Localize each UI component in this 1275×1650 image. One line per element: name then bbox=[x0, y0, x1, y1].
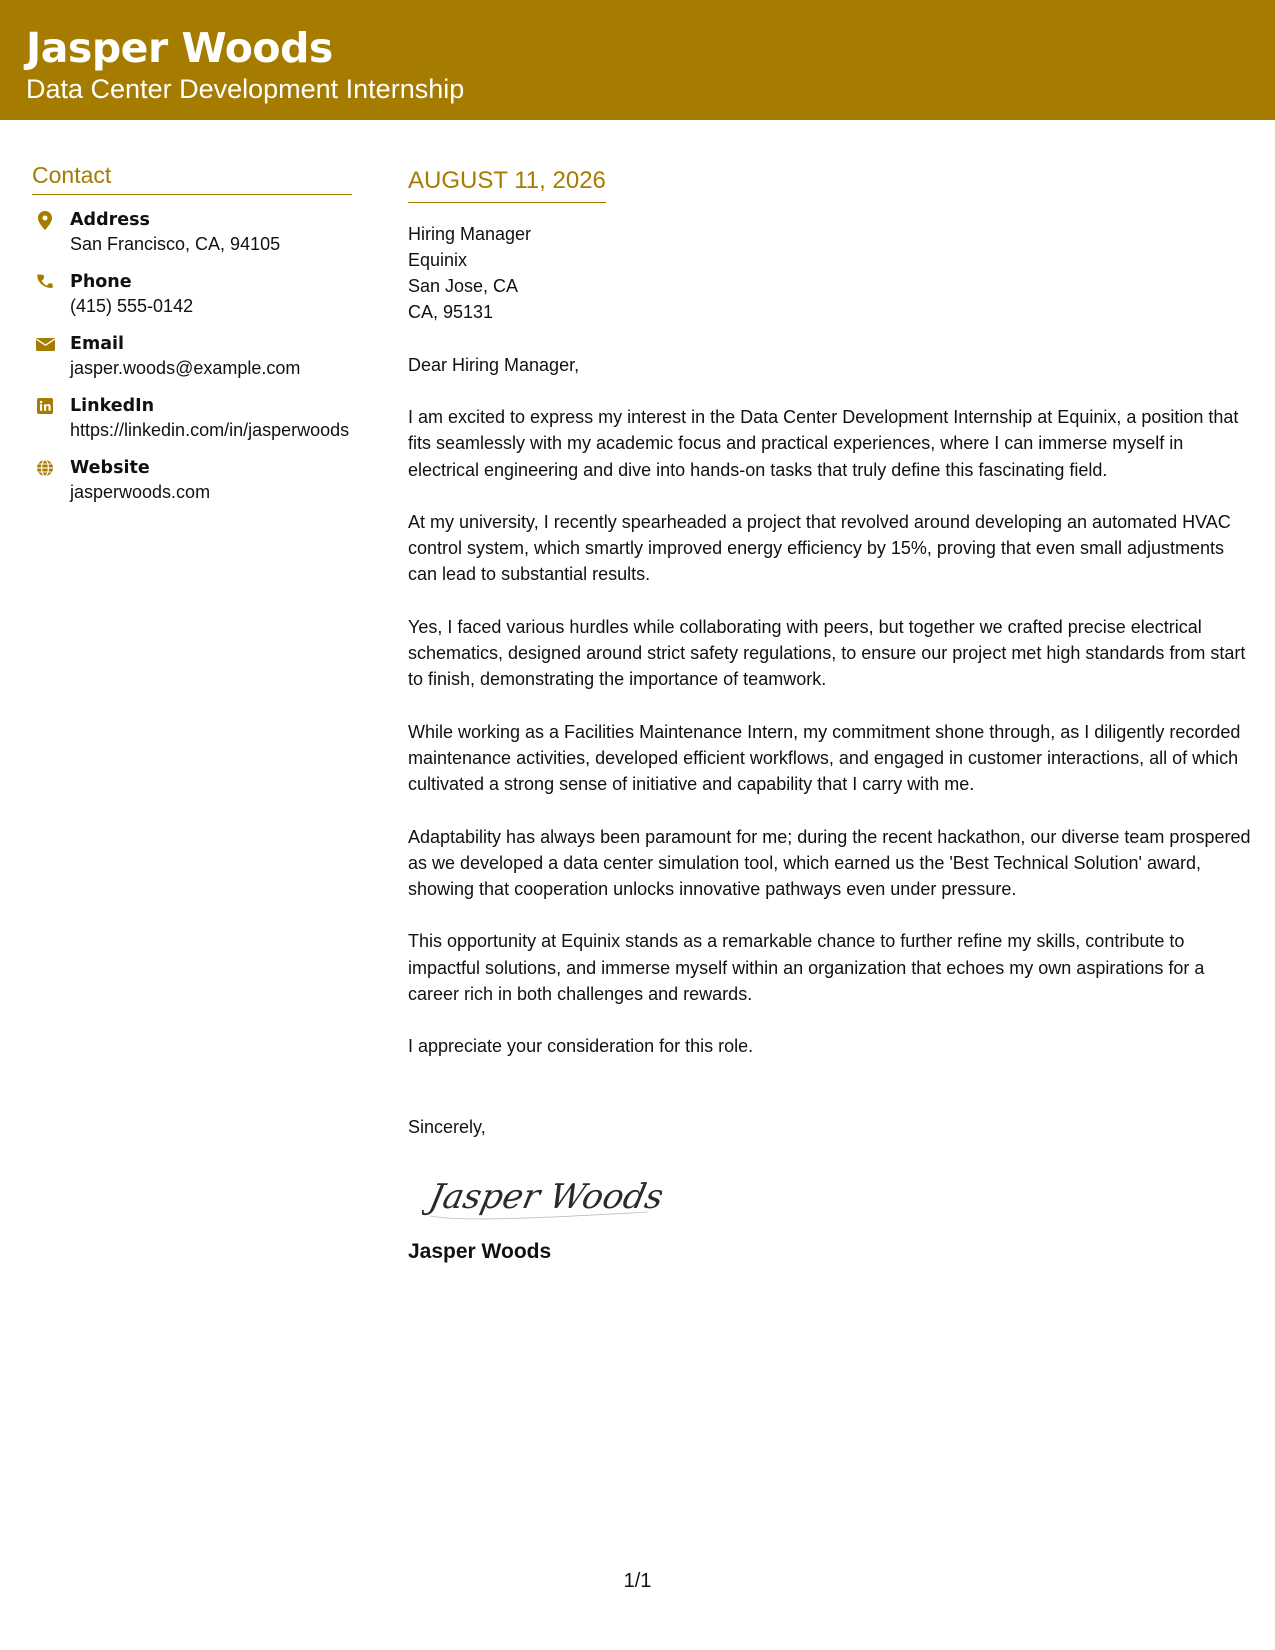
contact-item-address bbox=[32, 208, 352, 257]
contact-label: Email bbox=[70, 334, 124, 354]
contact-label: Phone bbox=[70, 272, 132, 292]
header-banner bbox=[0, 0, 1275, 120]
closing: Sincerely, bbox=[408, 1116, 486, 1137]
paragraph: At my university, I recently spearheaded a project that revolved around developing an automated HVAC control system, which smartly improved energy efficiency by 15%, proving that even small adjustments can lead to substantial results. bbox=[408, 511, 1231, 585]
position-title: Data Center Development Internship bbox=[26, 74, 465, 104]
svg-text:Jasper Woods: Jasper Woods bbox=[425, 1176, 662, 1217]
paragraph: While working as a Facilities Maintenance Intern, my commitment shone through, as I diligently recorded maintenance activities, developed efficient workflows, and engaged in customer interactions, all of which cultivated a strong sense of initiative and capability that I carry with me. bbox=[408, 721, 1241, 795]
map-pin-icon bbox=[35, 210, 55, 230]
contact-label: Address bbox=[70, 210, 150, 230]
paragraph: Yes, I faced various hurdles while collaborating with peers, but together we crafted precise electrical schematics, designed around strict safety regulations, to ensure our project met high standards from start to finish, demonstrating the importance of teamwork. bbox=[408, 616, 1246, 690]
page-number: 1/1 bbox=[623, 1570, 652, 1592]
recipient-line: Hiring Manager bbox=[408, 224, 532, 244]
phone-icon bbox=[35, 272, 55, 292]
contact-value[interactable]: jasperwoods.com bbox=[70, 482, 211, 502]
recipient-block bbox=[408, 221, 1253, 325]
recipient-line: Equinix bbox=[408, 250, 468, 270]
contact-heading: Contact bbox=[32, 160, 352, 195]
contact-value: (415) 555-0142 bbox=[70, 296, 194, 316]
contact-value: San Francisco, CA, 94105 bbox=[70, 234, 281, 254]
envelope-icon bbox=[35, 334, 55, 354]
contact-sidebar bbox=[32, 160, 352, 505]
recipient-line: San Jose, CA bbox=[408, 276, 519, 296]
letter-date: AUGUST 11, 2026 bbox=[408, 166, 606, 203]
paragraph: Adaptability has always been paramount for me; during the recent hackathon, our diverse team prospered as we developed a data center simulation tool, which earned us the 'Best Technical Solution' award, showing that cooperation unlocks innovative pathways even under pressure. bbox=[408, 826, 1251, 900]
contact-item-website bbox=[32, 456, 352, 505]
globe-icon bbox=[35, 458, 55, 478]
contact-item-email bbox=[32, 332, 352, 381]
linkedin-icon bbox=[35, 396, 55, 416]
contact-value[interactable]: https://linkedin.com/in/jasperwoods bbox=[70, 420, 350, 440]
contact-item-linkedin bbox=[32, 394, 352, 443]
handwritten-signature bbox=[422, 1168, 1253, 1228]
salutation: Dear Hiring Manager, bbox=[408, 355, 580, 375]
recipient-line: CA, 95131 bbox=[408, 302, 494, 322]
paragraph: I appreciate your consideration for this role. bbox=[408, 1036, 754, 1057]
letter-body bbox=[408, 166, 1253, 1266]
contact-value: jasper.woods@example.com bbox=[70, 358, 301, 378]
paragraph: I am excited to express my interest in the Data Center Development Internship at Equinix, a position that fits seamlessly with my academic focus and practical experiences, where I can immerse myself in electrical engineering and dive into hands-on tasks that truly define this fascinating field. bbox=[408, 407, 1239, 480]
paragraph: This opportunity at Equinix stands as a remarkable chance to further refine my skills, contribute to impactful solutions, and immerse myself within an organization that echoes my own aspirations for a career rich in both challenges and rewards. bbox=[408, 931, 1205, 1005]
signed-name: Jasper Woods bbox=[408, 1239, 552, 1263]
contact-label: Website bbox=[70, 458, 150, 478]
contact-label: LinkedIn bbox=[70, 396, 155, 416]
contact-item-phone bbox=[32, 270, 352, 319]
applicant-name: Jasper Woods bbox=[26, 24, 333, 72]
